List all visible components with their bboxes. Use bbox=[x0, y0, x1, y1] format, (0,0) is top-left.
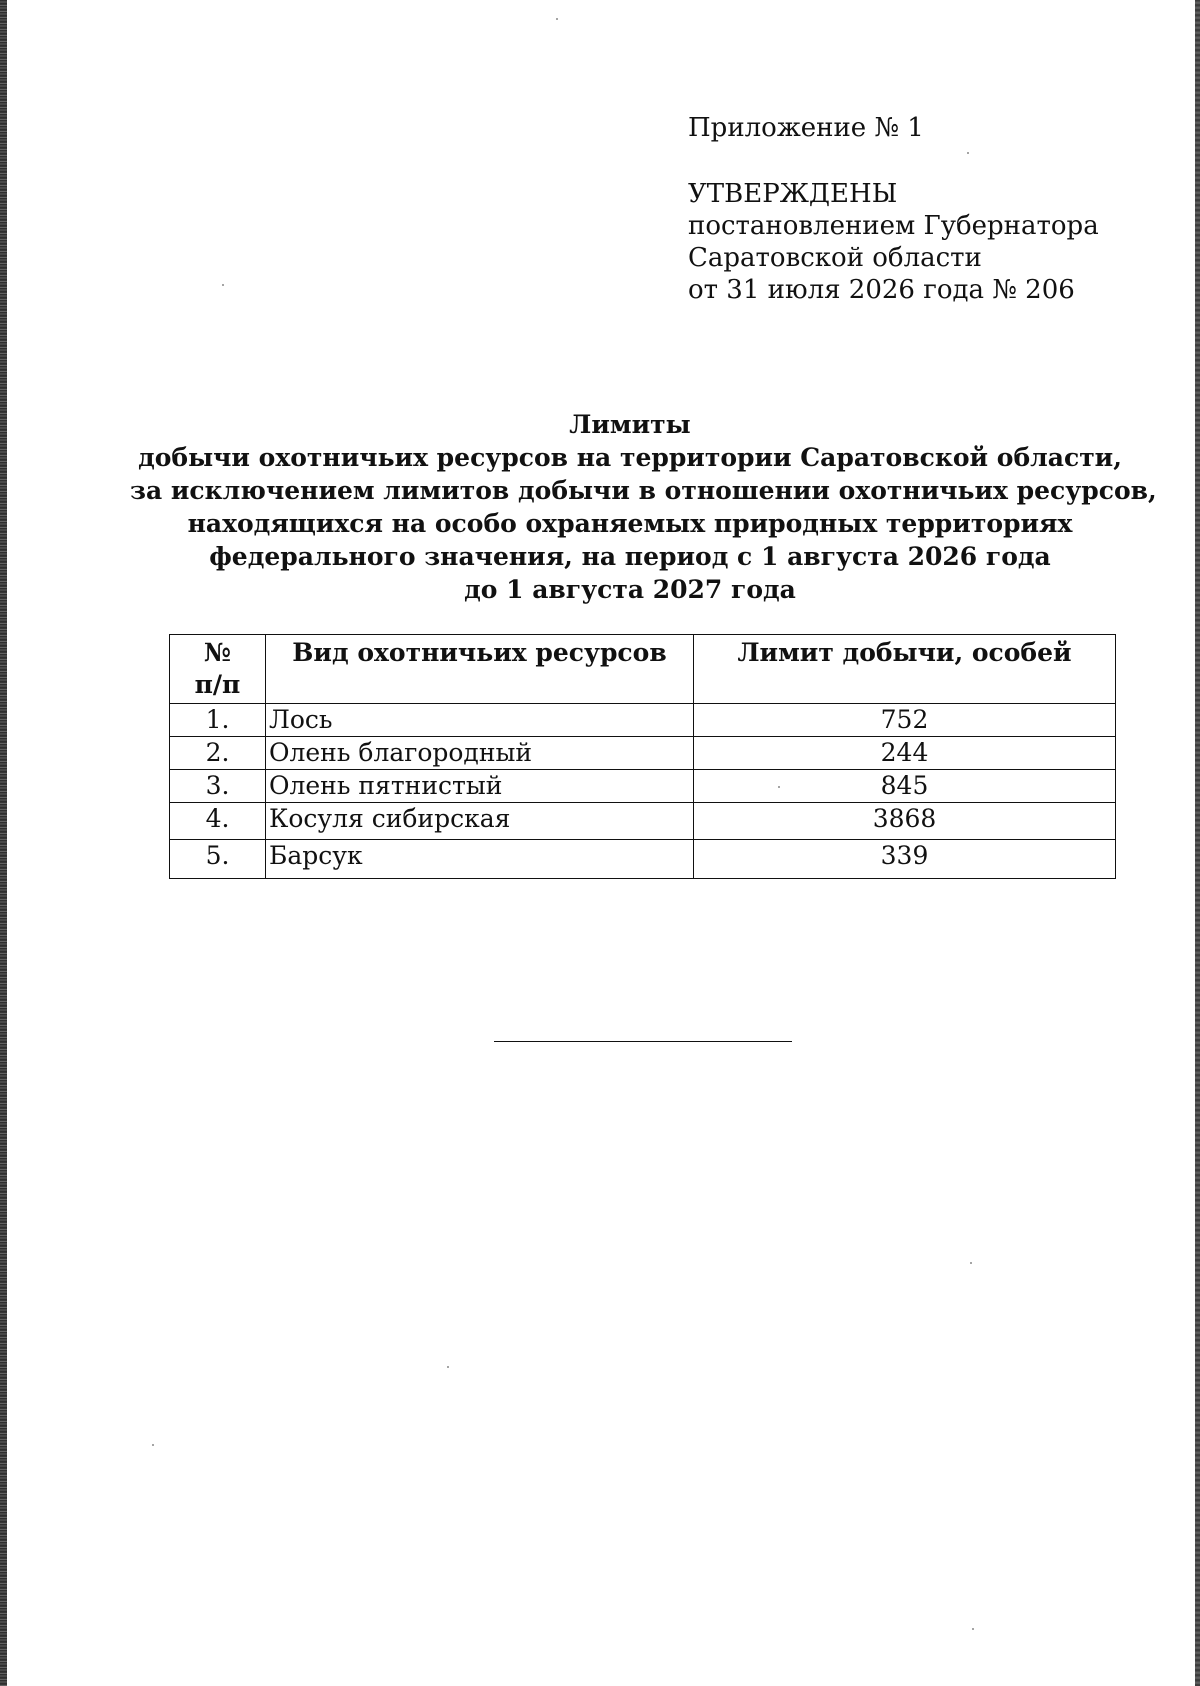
row-resource: Лось bbox=[266, 704, 694, 737]
title-line: Лимиты bbox=[569, 410, 691, 439]
row-number: 3. bbox=[170, 770, 266, 803]
table-row bbox=[170, 770, 1116, 803]
scan-speck bbox=[967, 152, 969, 154]
table-row bbox=[170, 803, 1116, 840]
row-resource: Олень благородный bbox=[266, 737, 694, 770]
scan-edge-left bbox=[0, 0, 7, 1686]
table-row bbox=[170, 737, 1116, 770]
scan-speck bbox=[778, 786, 780, 788]
title-line: добычи охотничьих ресурсов на территории Саратовской области, bbox=[138, 443, 1122, 472]
table-row bbox=[170, 840, 1116, 879]
row-limit: 752 bbox=[694, 704, 1116, 737]
table-header-row bbox=[170, 635, 1116, 704]
scan-edge-right bbox=[1195, 0, 1200, 1686]
row-number: 1. bbox=[170, 704, 266, 737]
scan-speck bbox=[970, 1262, 972, 1264]
row-resource: Олень пятнистый bbox=[266, 770, 694, 803]
title-line: за исключением лимитов добычи в отношении охотничьих ресурсов, bbox=[130, 476, 1157, 505]
title-line: до 1 августа 2027 года bbox=[464, 575, 796, 604]
scan-speck bbox=[972, 1628, 974, 1630]
end-separator-line bbox=[494, 1041, 792, 1042]
scan-speck bbox=[222, 284, 224, 286]
row-resource: Косуля сибирская bbox=[266, 803, 694, 840]
row-number: 5. bbox=[170, 840, 266, 879]
title-line: федерального значения, на период с 1 августа 2026 года bbox=[209, 542, 1051, 571]
approval-line: УТВЕРЖДЕНЫ bbox=[688, 179, 898, 209]
row-number: 2. bbox=[170, 737, 266, 770]
header-number-abbrev: п/п bbox=[194, 670, 241, 699]
approval-block bbox=[688, 178, 1099, 306]
approval-line: Саратовской области bbox=[688, 243, 982, 273]
row-limit: 339 bbox=[694, 840, 1116, 879]
table-row bbox=[170, 704, 1116, 737]
row-limit: 3868 bbox=[694, 803, 1116, 840]
appendix-label: Приложение № 1 bbox=[688, 113, 924, 143]
row-number: 4. bbox=[170, 803, 266, 840]
title-line: находящихся на особо охраняемых природных территориях bbox=[187, 509, 1073, 538]
document-title bbox=[130, 408, 1157, 606]
scan-speck bbox=[447, 1366, 449, 1368]
approval-line: постановлением Губернатора bbox=[688, 211, 1099, 241]
row-limit: 244 bbox=[694, 737, 1116, 770]
header-limit: Лимит добычи, особей bbox=[694, 635, 1116, 704]
header-number bbox=[170, 635, 266, 704]
header-resource-type: Вид охотничьих ресурсов bbox=[266, 635, 694, 704]
limits-table bbox=[169, 634, 1116, 879]
approval-line: от 31 июля 2026 года № 206 bbox=[688, 275, 1075, 305]
row-resource: Барсук bbox=[266, 840, 694, 879]
header-number-symbol: № bbox=[203, 638, 232, 667]
row-limit: 845 bbox=[694, 770, 1116, 803]
scan-speck bbox=[556, 18, 558, 20]
scan-speck bbox=[152, 1444, 154, 1446]
